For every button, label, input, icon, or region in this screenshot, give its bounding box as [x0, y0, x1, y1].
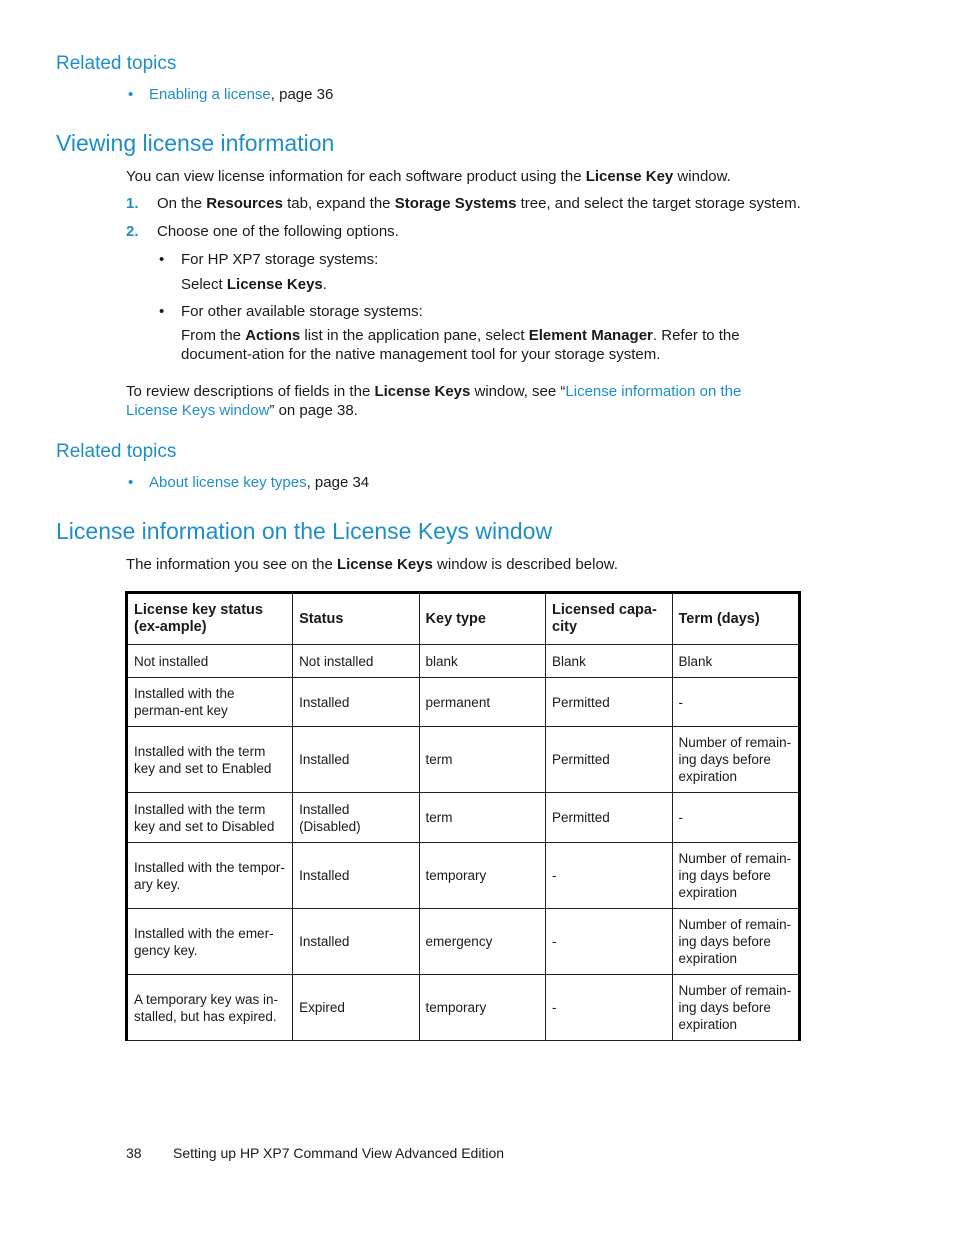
table-row — [127, 645, 800, 678]
table-cell: Installed with the emer-gency key. — [127, 909, 293, 975]
table-cell: Permitted — [546, 727, 672, 793]
table-row — [127, 727, 800, 793]
bullet: • — [128, 474, 134, 491]
table-row — [127, 843, 800, 909]
related-topic-item — [128, 474, 369, 491]
table-cell: Not installed — [127, 645, 293, 678]
section-intro: You can view license information for each software product using the License Key window. — [126, 168, 731, 185]
table-cell: Installed — [293, 727, 419, 793]
column-header: Licensed capa-city — [546, 593, 672, 645]
option-other-storage: • For other available storage systems: — [159, 303, 423, 320]
table-cell: Installed with the term key and set to Enabled — [127, 727, 293, 793]
footer-title: Setting up HP XP7 Command View Advanced Edition — [173, 1145, 505, 1161]
page-reference: , page 34 — [306, 474, 370, 491]
related-topics-heading: Related topics — [56, 441, 177, 462]
table-cell: Blank — [546, 645, 672, 678]
step-1: 1. On the Resources tab, expand the Storage Systems tree, and select the target storage system. — [126, 195, 801, 212]
page-number: 38 — [126, 1145, 142, 1161]
table-cell: Permitted — [546, 793, 672, 843]
related-topics-heading: Related topics — [56, 53, 177, 74]
table-cell: A temporary key was in-stalled, but has expired. — [127, 975, 293, 1041]
table-cell: Installed — [293, 678, 419, 727]
table-row — [127, 975, 800, 1041]
table-row — [127, 909, 800, 975]
column-header: Key type — [419, 593, 546, 645]
step-2: 2. Choose one of the following options. — [126, 223, 399, 240]
table-cell: Number of remain-ing days before expiration — [672, 727, 799, 793]
table-cell: Number of remain-ing days before expiration — [672, 975, 799, 1041]
license-info-window-link[interactable]: License information on the License Keys window — [126, 383, 742, 419]
table-header-row — [127, 593, 800, 645]
table-cell: Number of remain-ing days before expiration — [672, 843, 799, 909]
table-cell: term — [419, 793, 546, 843]
table-cell: temporary — [419, 975, 546, 1041]
table-cell: temporary — [419, 843, 546, 909]
table-row — [127, 793, 800, 843]
table-cell: blank — [419, 645, 546, 678]
column-header: Status — [293, 593, 419, 645]
page-reference: , page 36 — [270, 86, 334, 103]
table-cell: - — [546, 909, 672, 975]
table-cell: Blank — [672, 645, 799, 678]
section-title-license-keys-window: License information on the License Keys window — [56, 518, 553, 544]
enabling-license-link[interactable]: Enabling a license — [149, 86, 271, 103]
license-key-types-link[interactable]: About license key types — [149, 474, 307, 491]
option-xp7-detail: Select License Keys. — [181, 276, 327, 293]
table-cell: Permitted — [546, 678, 672, 727]
table-cell: Installed with the term key and set to Disabled — [127, 793, 293, 843]
step-number: 1. — [126, 195, 139, 212]
table-cell: - — [672, 793, 799, 843]
section-title-viewing-license: Viewing license information — [56, 130, 335, 156]
table-cell: permanent — [419, 678, 546, 727]
table-cell: Expired — [293, 975, 419, 1041]
column-header: License key status (ex-ample) — [127, 593, 293, 645]
bullet: • — [128, 86, 134, 103]
table-cell: emergency — [419, 909, 546, 975]
table-cell: Not installed — [293, 645, 419, 678]
bullet: • — [159, 251, 165, 268]
table-cell: Installed (Disabled) — [293, 793, 419, 843]
table-cell: Installed with the perman-ent key — [127, 678, 293, 727]
bullet: • — [159, 303, 165, 320]
section2-intro: The information you see on the License Keys window is described below. — [126, 556, 618, 573]
table-cell: Installed — [293, 909, 419, 975]
table-cell: - — [672, 678, 799, 727]
license-keys-table — [125, 591, 801, 1041]
table-cell: Installed — [293, 843, 419, 909]
table-cell: Installed with the tempor-ary key. — [127, 843, 293, 909]
option-xp7: • For HP XP7 storage systems: — [159, 251, 379, 268]
table-cell: term — [419, 727, 546, 793]
step-number: 2. — [126, 223, 139, 240]
related-topic-item — [128, 86, 333, 103]
table-cell: - — [546, 975, 672, 1041]
option-other-detail: From the Actions list in the application pane, select Element Manager. Refer to the document-ation for the native management tool for your storage system. — [181, 327, 740, 363]
table-row — [127, 678, 800, 727]
table-cell: Number of remain-ing days before expiration — [672, 909, 799, 975]
column-header: Term (days) — [672, 593, 799, 645]
review-fields-paragraph: To review descriptions of fields in the License Keys window, see “License information on the License Keys window” on page 38. — [126, 383, 742, 419]
table-cell: - — [546, 843, 672, 909]
